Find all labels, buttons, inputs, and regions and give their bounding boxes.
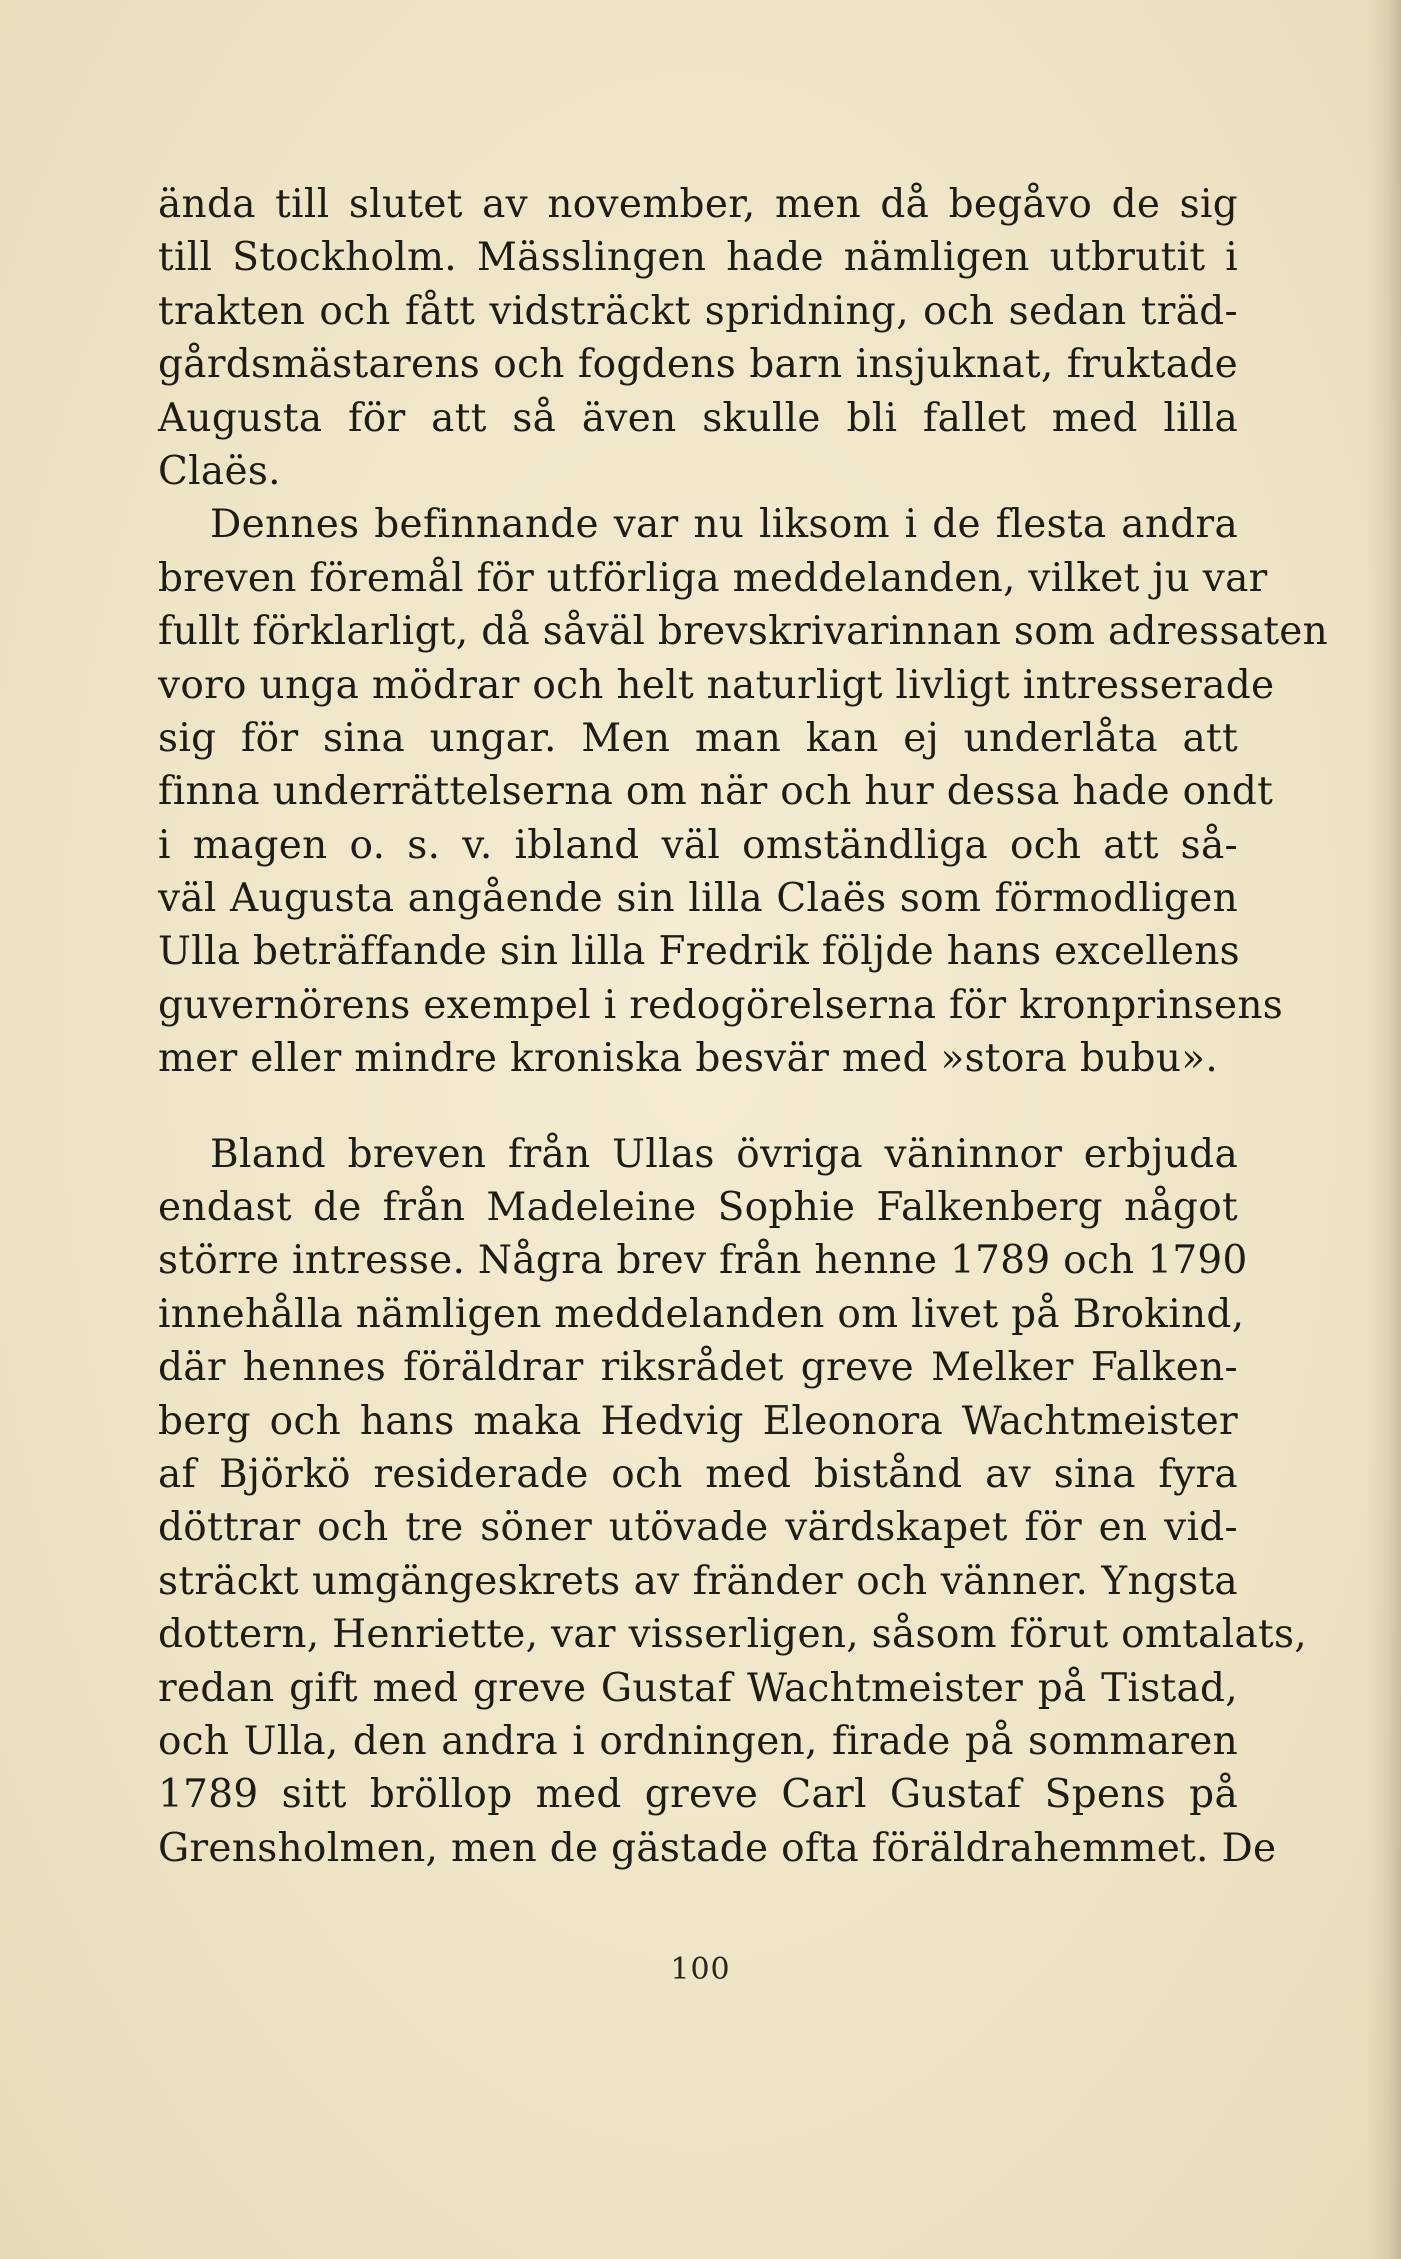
text-line: voro unga mödrar och helt naturligt livligt intresserade (158, 662, 1275, 708)
text-line: finna underrättelserna om när och hur dessa hade ondt (158, 769, 1274, 815)
paragraph-3 (158, 1128, 1308, 1875)
text-line: döttrar och tre söner utövade värdskapet för en vid- (158, 1505, 1238, 1551)
text-line: breven föremål för utförliga meddelanden, vilket ju var (158, 555, 1268, 601)
text-line: i magen o. s. v. ibland väl omständliga och att så- (158, 822, 1238, 868)
text-line: och Ulla, den andra i ordningen, firade på sommaren (158, 1718, 1238, 1764)
text-line: ända till slutet av november, men då begåvo de sig (158, 182, 1238, 227)
text-line: Ulla beträffande sin lilla Fredrik följde hans excellens (158, 929, 1240, 975)
paragraph-2 (158, 498, 1329, 1085)
text-line: berg och hans maka Hedvig Eleonora Wachtmeister (158, 1398, 1238, 1444)
text-line: gårdsmästarens och fogdens barn insjuknat, fruktade (158, 342, 1238, 388)
section-gap (158, 1086, 1238, 1128)
page-number: 100 (670, 1952, 731, 1987)
text-line: trakten och fått vidsträckt spridning, och sedan träd- (158, 288, 1238, 334)
text-line: sträckt umgängeskrets av fränder och vänner. Yngsta (158, 1558, 1238, 1604)
text-line: dottern, Henriette, var visserligen, såsom förut omtalats, (158, 1612, 1308, 1658)
text-line: Augusta för att så även skulle bli fallet med lilla (158, 395, 1238, 441)
text-line: väl Augusta angående sin lilla Claës som förmodligen (158, 876, 1238, 922)
text-line: Bland breven från Ullas övriga väninnor erbjuda (210, 1131, 1238, 1177)
text-line: innehålla nämligen meddelanden om livet på Brokind, (158, 1291, 1245, 1337)
text-line: där hennes föräldrar riksrådet greve Melker Falken- (158, 1345, 1238, 1391)
page-edge-shadow (1367, 0, 1401, 2259)
text-line: guvernörens exempel i redogörelserna för kronprinsens (158, 982, 1284, 1028)
text-line: större intresse. Några brev från henne 1789 och 1790 (158, 1238, 1248, 1284)
text-line: Dennes befinnande var nu liksom i de flesta andra (210, 502, 1238, 548)
text-line: Claës. (158, 448, 281, 494)
paragraph-1 (158, 178, 1238, 498)
text-line: 1789 sitt bröllop med greve Carl Gustaf Spens på (158, 1772, 1238, 1818)
text-line: endast de från Madeleine Sophie Falkenberg något (158, 1185, 1238, 1231)
text-line: till Stockholm. Mässlingen hade nämligen utbrutit i (158, 235, 1238, 281)
text-line: fullt förklarligt, då såväl brevskrivarinnan som adressaten (158, 609, 1329, 655)
text-line: redan gift med greve Gustaf Wachtmeister på Tistad, (158, 1665, 1238, 1711)
body-text (158, 178, 1329, 1875)
text-line: Grensholmen, men de gästade ofta föräldrahemmet. De (158, 1825, 1277, 1871)
text-line: af Björkö residerade och med bistånd av sina fyra (158, 1451, 1238, 1497)
text-line: mer eller mindre kroniska besvär med »stora bubu». (158, 1036, 1219, 1082)
text-line: sig för sina ungar. Men man kan ej underlåta att (158, 715, 1238, 761)
